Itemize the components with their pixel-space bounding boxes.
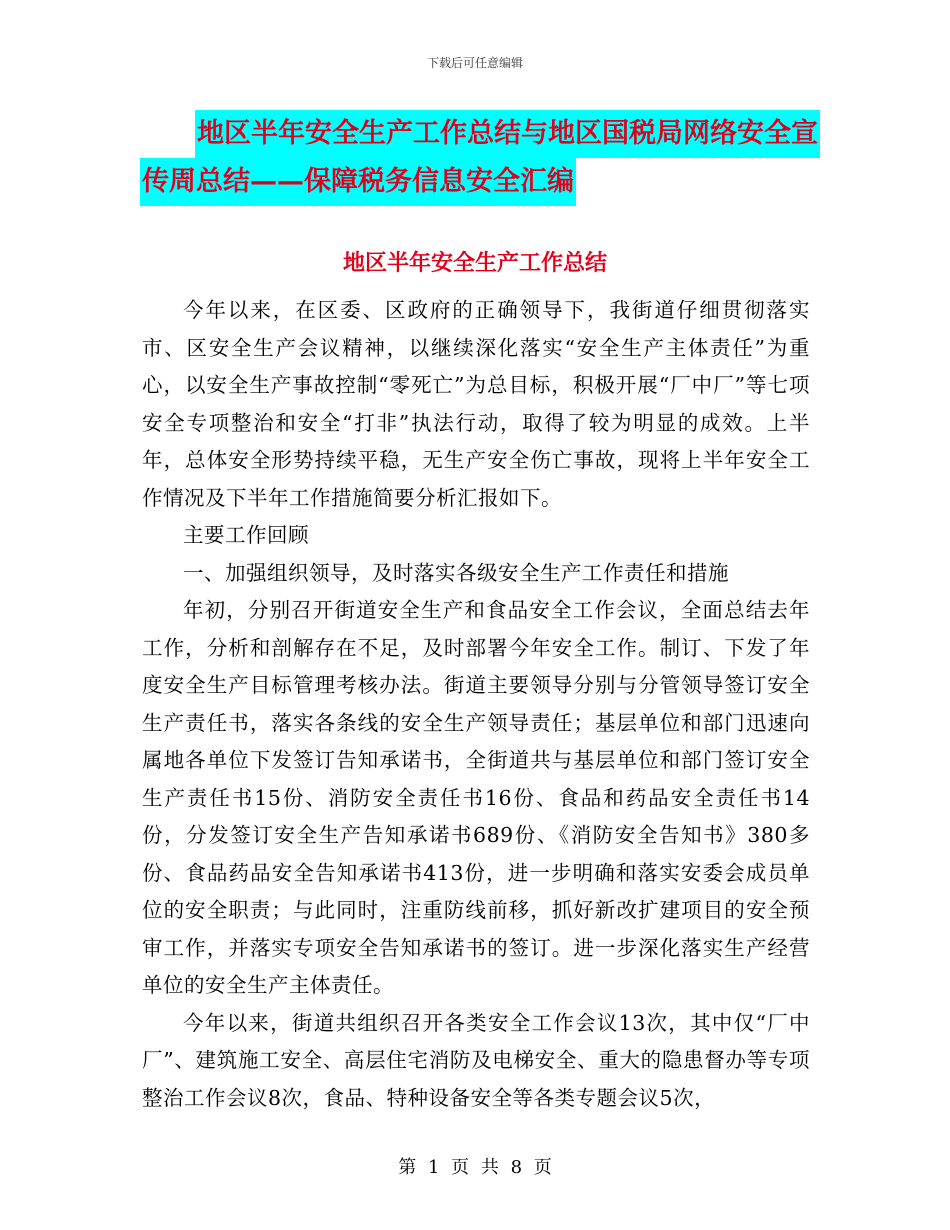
- paragraph: 今年以来，在区委、区政府的正确领导下，我街道仔细贯彻落实市、区安全生产会议精神，以继续深化落实“安全生产主体责任”为重心，以安全生产事故控制“零死亡”为总目标，积极开展“厂中厂”等七项安全专项整治和安全“打非”执法行动，取得了较为明显的成效。上半年，总体安全形势持续平稳，无生产安全伤亡事故，现将上半年安全工作情况及下半年工作措施简要分析汇报如下。: [142, 298, 810, 510]
- document-body: [142, 292, 810, 1117]
- main-title-line-1: 地区半年安全生产工作总结与地区国税局网络安全宣: [195, 110, 820, 158]
- paragraph-heading: 主要工作回顾: [183, 523, 309, 547]
- main-title-line-2: 传周总结——保障税务信息安全汇编: [140, 158, 576, 206]
- main-title: [140, 110, 818, 206]
- header-note: 下载后可任意编辑: [426, 56, 523, 70]
- section-title: 地区半年安全生产工作总结: [342, 251, 607, 276]
- paragraph-heading: 一、加强组织领导，及时落实各级安全生产工作责任和措施: [183, 560, 729, 585]
- paragraph: 年初，分别召开街道安全生产和食品安全工作会议，全面总结去年工作，分析和剖解存在不足，及时部署今年安全工作。制订、下发了年度安全生产目标管理考核办法。街道主要领导分别与分管领导签订安全生产责任书，落实各条线的安全生产领导责任；基层单位和部门迅速向属地各单位下发签订告知承诺书，全街道共与基层单位和部门签订安全生产责任书15份、消防安全责任书16份、食品和药品安全责任书14份，分发签订安全生产告知承诺书689份、《消防安全告知书》380多份、食品药品安全告知承诺书413份，进一步明确和落实安委会成员单位的安全职责；与此同时，注重防线前移，抓好新改扩建项目的安全预审工作，并落实专项安全告知承诺书的签订。进一步深化落实生产经营单位的安全生产主体责任。: [142, 598, 810, 997]
- page-number: 第 1 页 共 8 页: [398, 1157, 552, 1178]
- paragraph: 今年以来，街道共组织召开各类安全工作会议13次，其中仅“厂中厂”、建筑施工安全、高层住宅消防及电梯安全、重大的隐患督办等专项整治工作会议8次，食品、特种设备安全等各类专题会议5次，: [142, 1010, 810, 1110]
